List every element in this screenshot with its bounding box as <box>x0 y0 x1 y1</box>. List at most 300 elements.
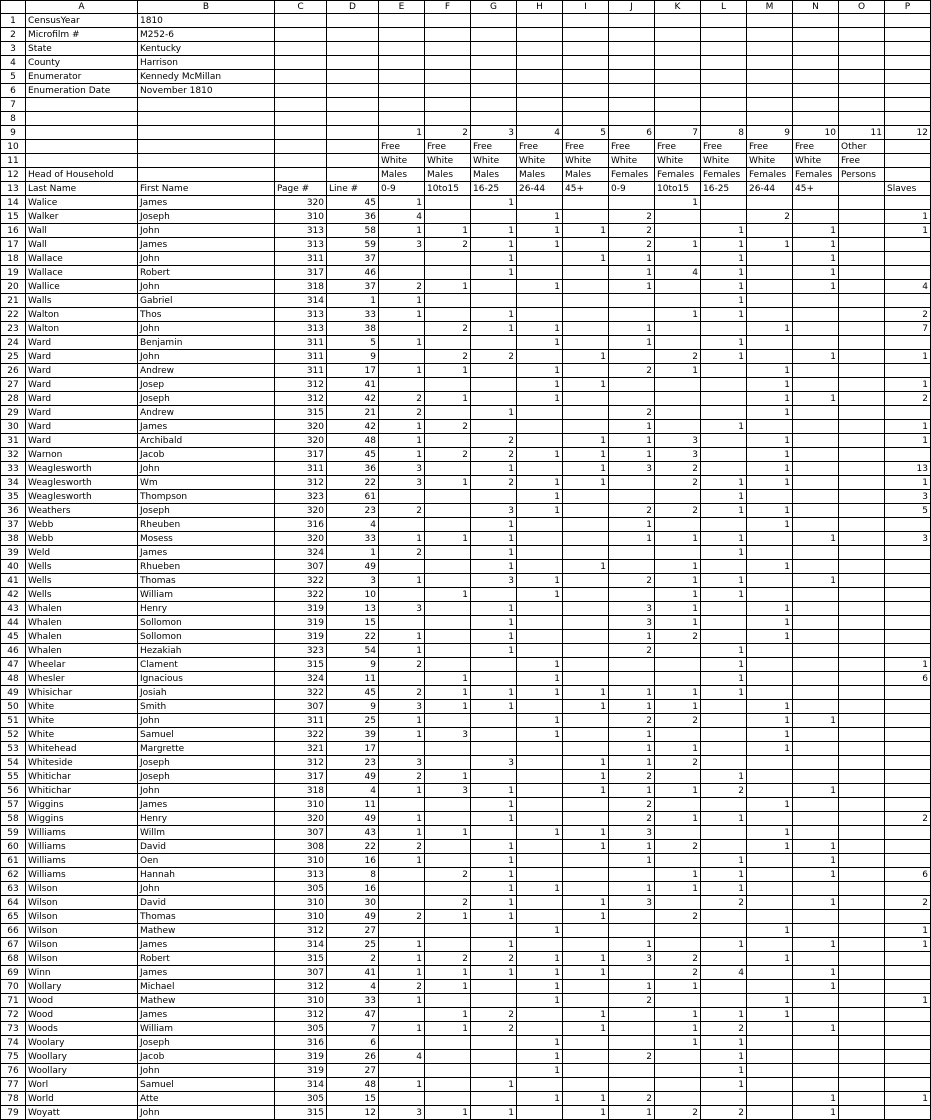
cell-p[interactable] <box>885 98 931 112</box>
cell-l[interactable]: 1 <box>701 770 747 784</box>
cell-o[interactable] <box>839 952 885 966</box>
cell-c[interactable]: 319 <box>275 616 327 630</box>
cell-o[interactable] <box>839 1050 885 1064</box>
cell-h[interactable]: 1 <box>517 224 563 238</box>
cell-c[interactable]: 322 <box>275 574 327 588</box>
cell-m[interactable]: 1 <box>747 602 793 616</box>
cell-k[interactable] <box>655 490 701 504</box>
cell-l[interactable]: 2 <box>701 1022 747 1036</box>
cell-m[interactable]: 1 <box>747 378 793 392</box>
cell-o[interactable]: Other <box>839 140 885 154</box>
row-header[interactable]: 1 <box>1 14 26 28</box>
cell-n[interactable] <box>793 42 839 56</box>
cell-g[interactable]: 1 <box>471 868 517 882</box>
cell-k[interactable]: 2 <box>655 714 701 728</box>
cell-c[interactable]: 305 <box>275 882 327 896</box>
cell-b[interactable]: Thomas <box>138 910 275 924</box>
cell-i[interactable] <box>563 336 609 350</box>
cell-d[interactable]: 17 <box>327 364 379 378</box>
cell-a[interactable]: Weaglesworth <box>26 490 138 504</box>
cell-b[interactable]: David <box>138 840 275 854</box>
cell-n[interactable] <box>793 112 839 126</box>
cell-m[interactable] <box>747 280 793 294</box>
cell-k[interactable] <box>655 42 701 56</box>
cell-n[interactable] <box>793 924 839 938</box>
cell-n[interactable] <box>793 84 839 98</box>
cell-h[interactable] <box>517 896 563 910</box>
cell-h[interactable]: 1 <box>517 364 563 378</box>
cell-e[interactable] <box>379 1008 425 1022</box>
cell-p[interactable] <box>885 140 931 154</box>
cell-l[interactable]: White <box>701 154 747 168</box>
cell-e[interactable]: 3 <box>379 1106 425 1120</box>
cell-n[interactable]: 1 <box>793 1092 839 1106</box>
cell-a[interactable]: Whitichar <box>26 770 138 784</box>
cell-a[interactable]: CensusYear <box>26 14 138 28</box>
cell-f[interactable] <box>425 518 471 532</box>
cell-j[interactable]: 1 <box>609 1106 655 1120</box>
cell-a[interactable]: Whalen <box>26 616 138 630</box>
cell-o[interactable] <box>839 476 885 490</box>
cell-b[interactable]: First Name <box>138 182 275 196</box>
cell-e[interactable]: 0-9 <box>379 182 425 196</box>
cell-o[interactable] <box>839 1022 885 1036</box>
cell-b[interactable] <box>138 112 275 126</box>
cell-i[interactable] <box>563 1078 609 1092</box>
cell-b[interactable]: Henry <box>138 602 275 616</box>
cell-e[interactable]: 3 <box>379 700 425 714</box>
cell-n[interactable] <box>793 588 839 602</box>
cell-n[interactable]: 1 <box>793 238 839 252</box>
cell-b[interactable]: Robert <box>138 266 275 280</box>
cell-a[interactable]: Wilson <box>26 924 138 938</box>
cell-a[interactable]: Walice <box>26 196 138 210</box>
cell-k[interactable] <box>655 994 701 1008</box>
cell-b[interactable]: James <box>138 966 275 980</box>
cell-j[interactable] <box>609 868 655 882</box>
cell-p[interactable] <box>885 1106 931 1120</box>
cell-l[interactable]: 1 <box>701 672 747 686</box>
cell-n[interactable] <box>793 798 839 812</box>
cell-p[interactable]: 1 <box>885 420 931 434</box>
cell-j[interactable]: 2 <box>609 406 655 420</box>
cell-p[interactable]: 1 <box>885 434 931 448</box>
cell-m[interactable]: 1 <box>747 518 793 532</box>
cell-m[interactable]: 1 <box>747 238 793 252</box>
cell-d[interactable] <box>327 98 379 112</box>
cell-h[interactable] <box>517 42 563 56</box>
cell-n[interactable] <box>793 420 839 434</box>
cell-n[interactable] <box>793 1050 839 1064</box>
cell-c[interactable]: 305 <box>275 1092 327 1106</box>
cell-p[interactable]: 12 <box>885 126 931 140</box>
row-header[interactable]: 67 <box>1 938 26 952</box>
cell-n[interactable]: 10 <box>793 126 839 140</box>
cell-b[interactable]: Clament <box>138 658 275 672</box>
cell-l[interactable]: 1 <box>701 1036 747 1050</box>
cell-n[interactable] <box>793 434 839 448</box>
cell-o[interactable] <box>839 434 885 448</box>
cell-h[interactable] <box>517 434 563 448</box>
cell-i[interactable] <box>563 392 609 406</box>
cell-h[interactable] <box>517 420 563 434</box>
cell-h[interactable] <box>517 56 563 70</box>
cell-c[interactable]: 311 <box>275 462 327 476</box>
cell-h[interactable]: Males <box>517 168 563 182</box>
cell-o[interactable] <box>839 728 885 742</box>
row-header[interactable]: 61 <box>1 854 26 868</box>
cell-l[interactable]: 1 <box>701 224 747 238</box>
cell-n[interactable] <box>793 490 839 504</box>
cell-c[interactable]: 310 <box>275 994 327 1008</box>
cell-p[interactable] <box>885 364 931 378</box>
cell-h[interactable] <box>517 1106 563 1120</box>
cell-d[interactable]: 45 <box>327 196 379 210</box>
cell-a[interactable]: Wilson <box>26 882 138 896</box>
row-header[interactable]: 40 <box>1 560 26 574</box>
cell-a[interactable] <box>26 126 138 140</box>
cell-c[interactable]: 320 <box>275 434 327 448</box>
cell-d[interactable] <box>327 112 379 126</box>
cell-o[interactable] <box>839 224 885 238</box>
cell-l[interactable] <box>701 560 747 574</box>
cell-o[interactable] <box>839 980 885 994</box>
cell-o[interactable] <box>839 882 885 896</box>
cell-p[interactable]: 1 <box>885 210 931 224</box>
cell-f[interactable]: 2 <box>425 126 471 140</box>
cell-j[interactable]: 1 <box>609 434 655 448</box>
column-header-k[interactable]: K <box>655 1 701 14</box>
cell-n[interactable]: 1 <box>793 1106 839 1120</box>
cell-i[interactable] <box>563 672 609 686</box>
cell-d[interactable]: 22 <box>327 476 379 490</box>
cell-l[interactable]: 1 <box>701 308 747 322</box>
cell-c[interactable]: 313 <box>275 308 327 322</box>
cell-o[interactable] <box>839 420 885 434</box>
cell-g[interactable]: 1 <box>471 798 517 812</box>
cell-i[interactable] <box>563 854 609 868</box>
cell-f[interactable] <box>425 28 471 42</box>
cell-l[interactable] <box>701 112 747 126</box>
cell-n[interactable]: 1 <box>793 980 839 994</box>
cell-e[interactable] <box>379 266 425 280</box>
cell-k[interactable]: 1 <box>655 588 701 602</box>
cell-f[interactable] <box>425 1078 471 1092</box>
cell-c[interactable] <box>275 126 327 140</box>
cell-m[interactable]: 1 <box>747 630 793 644</box>
cell-b[interactable]: James <box>138 420 275 434</box>
cell-d[interactable]: 7 <box>327 1022 379 1036</box>
column-header-f[interactable]: F <box>425 1 471 14</box>
cell-k[interactable] <box>655 798 701 812</box>
cell-k[interactable]: 7 <box>655 126 701 140</box>
cell-o[interactable] <box>839 504 885 518</box>
cell-b[interactable]: Margrette <box>138 742 275 756</box>
cell-a[interactable]: State <box>26 42 138 56</box>
cell-g[interactable]: 2 <box>471 448 517 462</box>
cell-k[interactable] <box>655 378 701 392</box>
cell-f[interactable] <box>425 308 471 322</box>
cell-g[interactable]: 1 <box>471 700 517 714</box>
cell-m[interactable] <box>747 224 793 238</box>
cell-a[interactable]: Microfilm # <box>26 28 138 42</box>
cell-p[interactable] <box>885 980 931 994</box>
cell-c[interactable] <box>275 140 327 154</box>
cell-j[interactable]: 1 <box>609 266 655 280</box>
cell-k[interactable] <box>655 672 701 686</box>
cell-b[interactable]: Joseph <box>138 392 275 406</box>
cell-g[interactable]: 1 <box>471 308 517 322</box>
cell-b[interactable]: Gabriel <box>138 294 275 308</box>
cell-b[interactable]: Hannah <box>138 868 275 882</box>
cell-g[interactable] <box>471 1036 517 1050</box>
cell-j[interactable]: 1 <box>609 518 655 532</box>
cell-m[interactable] <box>747 14 793 28</box>
cell-j[interactable]: 1 <box>609 532 655 546</box>
cell-e[interactable] <box>379 616 425 630</box>
cell-f[interactable]: 2 <box>425 238 471 252</box>
cell-a[interactable]: Wilson <box>26 938 138 952</box>
cell-h[interactable]: 1 <box>517 574 563 588</box>
cell-g[interactable] <box>471 588 517 602</box>
cell-d[interactable]: 61 <box>327 490 379 504</box>
cell-j[interactable]: 2 <box>609 574 655 588</box>
cell-h[interactable]: 1 <box>517 1064 563 1078</box>
cell-m[interactable] <box>747 1078 793 1092</box>
cell-e[interactable]: 1 <box>379 728 425 742</box>
cell-l[interactable] <box>701 910 747 924</box>
cell-b[interactable]: John <box>138 252 275 266</box>
cell-m[interactable]: 1 <box>747 714 793 728</box>
cell-g[interactable]: 1 <box>471 784 517 798</box>
cell-p[interactable] <box>885 70 931 84</box>
cell-k[interactable] <box>655 938 701 952</box>
cell-a[interactable]: Ward <box>26 434 138 448</box>
cell-m[interactable] <box>747 588 793 602</box>
cell-l[interactable] <box>701 840 747 854</box>
cell-k[interactable] <box>655 252 701 266</box>
cell-k[interactable]: 2 <box>655 504 701 518</box>
cell-a[interactable]: White <box>26 728 138 742</box>
row-header[interactable]: 73 <box>1 1022 26 1036</box>
row-header[interactable]: 50 <box>1 700 26 714</box>
cell-k[interactable]: 4 <box>655 266 701 280</box>
cell-f[interactable]: 1 <box>425 476 471 490</box>
cell-n[interactable] <box>793 378 839 392</box>
cell-n[interactable] <box>793 364 839 378</box>
cell-f[interactable]: 1 <box>425 392 471 406</box>
cell-d[interactable]: 48 <box>327 434 379 448</box>
cell-e[interactable] <box>379 70 425 84</box>
cell-h[interactable]: 1 <box>517 980 563 994</box>
cell-j[interactable]: 3 <box>609 602 655 616</box>
cell-l[interactable]: 4 <box>701 966 747 980</box>
cell-o[interactable] <box>839 672 885 686</box>
cell-o[interactable] <box>839 336 885 350</box>
cell-m[interactable] <box>747 784 793 798</box>
cell-l[interactable] <box>701 798 747 812</box>
cell-o[interactable] <box>839 630 885 644</box>
cell-h[interactable] <box>517 406 563 420</box>
cell-l[interactable] <box>701 742 747 756</box>
cell-h[interactable] <box>517 28 563 42</box>
cell-p[interactable]: 1 <box>885 1092 931 1106</box>
cell-o[interactable] <box>839 448 885 462</box>
cell-h[interactable]: 1 <box>517 588 563 602</box>
cell-b[interactable]: Michael <box>138 980 275 994</box>
row-header[interactable]: 18 <box>1 252 26 266</box>
cell-m[interactable] <box>747 42 793 56</box>
cell-j[interactable]: 3 <box>609 616 655 630</box>
cell-i[interactable]: 1 <box>563 686 609 700</box>
cell-d[interactable]: 11 <box>327 672 379 686</box>
cell-d[interactable]: 4 <box>327 980 379 994</box>
cell-j[interactable] <box>609 658 655 672</box>
cell-m[interactable]: 1 <box>747 924 793 938</box>
cell-c[interactable]: 310 <box>275 896 327 910</box>
row-header[interactable]: 38 <box>1 532 26 546</box>
cell-j[interactable]: 1 <box>609 322 655 336</box>
cell-a[interactable]: Weaglesworth <box>26 462 138 476</box>
cell-e[interactable]: 1 <box>379 854 425 868</box>
cell-f[interactable] <box>425 1050 471 1064</box>
cell-d[interactable]: 22 <box>327 630 379 644</box>
cell-d[interactable]: 4 <box>327 518 379 532</box>
cell-j[interactable]: 1 <box>609 686 655 700</box>
cell-a[interactable]: Whalen <box>26 630 138 644</box>
cell-c[interactable]: 311 <box>275 350 327 364</box>
cell-n[interactable]: 1 <box>793 392 839 406</box>
row-header[interactable]: 8 <box>1 112 26 126</box>
row-header[interactable]: 76 <box>1 1064 26 1078</box>
cell-g[interactable] <box>471 420 517 434</box>
cell-j[interactable]: 0-9 <box>609 182 655 196</box>
cell-b[interactable]: John <box>138 322 275 336</box>
cell-f[interactable]: 1 <box>425 672 471 686</box>
cell-l[interactable] <box>701 322 747 336</box>
cell-b[interactable]: Thompson <box>138 490 275 504</box>
cell-g[interactable]: 1 <box>471 882 517 896</box>
cell-a[interactable] <box>26 154 138 168</box>
cell-b[interactable]: William <box>138 588 275 602</box>
cell-e[interactable]: 1 <box>379 812 425 826</box>
cell-j[interactable] <box>609 966 655 980</box>
cell-f[interactable]: 2 <box>425 448 471 462</box>
cell-l[interactable] <box>701 406 747 420</box>
cell-m[interactable] <box>747 1050 793 1064</box>
cell-o[interactable] <box>839 798 885 812</box>
cell-p[interactable]: 1 <box>885 938 931 952</box>
cell-a[interactable]: Woods <box>26 1022 138 1036</box>
cell-c[interactable]: 317 <box>275 770 327 784</box>
cell-a[interactable]: Wells <box>26 574 138 588</box>
row-header[interactable]: 45 <box>1 630 26 644</box>
cell-j[interactable]: 2 <box>609 1092 655 1106</box>
cell-g[interactable]: 3 <box>471 574 517 588</box>
cell-p[interactable]: 6 <box>885 868 931 882</box>
cell-d[interactable] <box>327 154 379 168</box>
cell-o[interactable] <box>839 252 885 266</box>
cell-j[interactable] <box>609 1036 655 1050</box>
cell-c[interactable] <box>275 154 327 168</box>
cell-b[interactable]: Andrew <box>138 364 275 378</box>
cell-o[interactable] <box>839 28 885 42</box>
row-header[interactable]: 34 <box>1 476 26 490</box>
cell-a[interactable]: Wall <box>26 224 138 238</box>
cell-g[interactable] <box>471 714 517 728</box>
cell-d[interactable]: 16 <box>327 882 379 896</box>
cell-o[interactable] <box>839 392 885 406</box>
cell-k[interactable] <box>655 210 701 224</box>
cell-k[interactable]: 1 <box>655 700 701 714</box>
cell-e[interactable] <box>379 490 425 504</box>
cell-l[interactable]: 1 <box>701 266 747 280</box>
cell-h[interactable]: 1 <box>517 476 563 490</box>
cell-i[interactable]: 1 <box>563 700 609 714</box>
cell-a[interactable]: Woyatt <box>26 1106 138 1120</box>
cell-g[interactable] <box>471 210 517 224</box>
cell-m[interactable] <box>747 420 793 434</box>
cell-l[interactable] <box>701 756 747 770</box>
cell-f[interactable]: Free <box>425 140 471 154</box>
cell-e[interactable] <box>379 1092 425 1106</box>
cell-c[interactable]: 322 <box>275 728 327 742</box>
cell-h[interactable] <box>517 868 563 882</box>
cell-d[interactable]: 8 <box>327 868 379 882</box>
cell-c[interactable]: 324 <box>275 672 327 686</box>
cell-e[interactable] <box>379 672 425 686</box>
cell-h[interactable]: 1 <box>517 826 563 840</box>
cell-l[interactable]: 1 <box>701 574 747 588</box>
cell-j[interactable] <box>609 56 655 70</box>
cell-n[interactable] <box>793 770 839 784</box>
cell-h[interactable]: 1 <box>517 238 563 252</box>
cell-j[interactable]: 2 <box>609 812 655 826</box>
cell-k[interactable] <box>655 322 701 336</box>
cell-l[interactable]: 1 <box>701 1064 747 1078</box>
cell-k[interactable]: 1 <box>655 196 701 210</box>
row-header[interactable]: 44 <box>1 616 26 630</box>
cell-h[interactable] <box>517 910 563 924</box>
cell-f[interactable] <box>425 798 471 812</box>
row-header[interactable]: 57 <box>1 798 26 812</box>
cell-p[interactable] <box>885 14 931 28</box>
cell-p[interactable] <box>885 714 931 728</box>
cell-a[interactable]: Wheelar <box>26 658 138 672</box>
cell-n[interactable] <box>793 14 839 28</box>
cell-k[interactable]: 1 <box>655 532 701 546</box>
cell-o[interactable] <box>839 714 885 728</box>
cell-p[interactable] <box>885 952 931 966</box>
cell-a[interactable]: Walton <box>26 308 138 322</box>
row-header[interactable]: 72 <box>1 1008 26 1022</box>
cell-j[interactable]: 1 <box>609 784 655 798</box>
row-header[interactable]: 64 <box>1 896 26 910</box>
cell-g[interactable]: 1 <box>471 966 517 980</box>
cell-l[interactable]: 1 <box>701 938 747 952</box>
cell-b[interactable]: Thos <box>138 308 275 322</box>
cell-p[interactable]: 6 <box>885 672 931 686</box>
cell-i[interactable]: 1 <box>563 1106 609 1120</box>
cell-g[interactable] <box>471 980 517 994</box>
cell-i[interactable] <box>563 406 609 420</box>
cell-b[interactable]: Joseph <box>138 210 275 224</box>
row-header[interactable]: 5 <box>1 70 26 84</box>
cell-e[interactable]: Males <box>379 168 425 182</box>
cell-c[interactable]: 323 <box>275 490 327 504</box>
cell-e[interactable] <box>379 882 425 896</box>
cell-p[interactable]: 1 <box>885 224 931 238</box>
